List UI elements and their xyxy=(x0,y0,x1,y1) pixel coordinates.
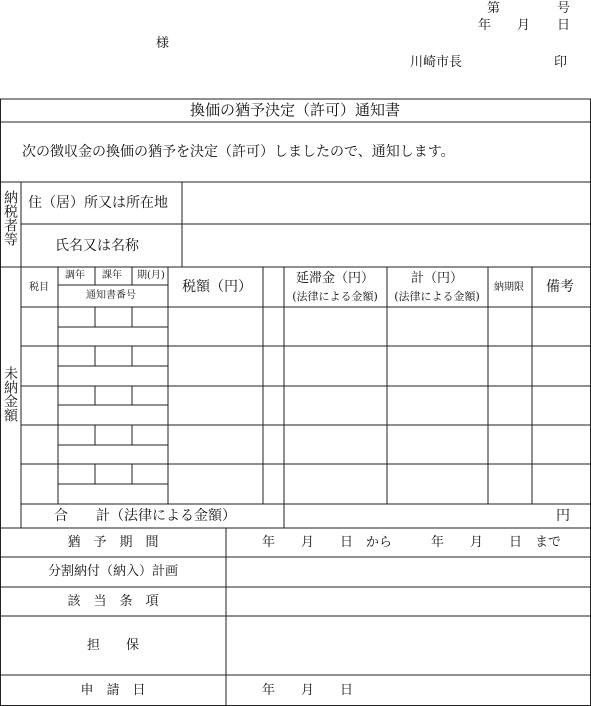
yuyo-kikan-label: 猶 予 期 間 xyxy=(67,535,159,550)
name-label: 氏名又は名称 xyxy=(55,238,139,254)
col-entaikin: 延滞金（円） xyxy=(295,271,375,286)
tanpo-label: 担 保 xyxy=(86,638,140,653)
header-go: 号 xyxy=(557,1,571,16)
form-title: 換価の猶予決定（許可）通知書 xyxy=(189,101,401,119)
col-zeigaku: 税額（円） xyxy=(182,279,252,295)
gaito-label: 該 当 条 項 xyxy=(67,594,159,609)
col-nokigen: 納期限 xyxy=(494,282,524,293)
col-chonen: 調年 xyxy=(65,270,85,281)
header-hi: 日 xyxy=(557,18,571,33)
taxpayer-label: 納税者等 xyxy=(2,190,18,246)
issuer-name: 川崎市長 xyxy=(410,55,463,70)
shinsei-value: 年 月 日 xyxy=(262,683,354,698)
col-biko: 備考 xyxy=(546,279,574,295)
address-label: 住（居）所又は所在地 xyxy=(28,195,168,211)
shinsei-label: 申 請 日 xyxy=(80,683,146,698)
header-dai: 第 xyxy=(487,1,501,16)
recipient-sama: 様 xyxy=(156,36,170,51)
header-nen: 年 xyxy=(478,18,492,33)
total-unit: 円 xyxy=(556,508,570,524)
yuyo-kikan-value: 年 月 日 から 年 月 日 まで xyxy=(262,535,562,550)
unpaid-label: 未納金額 xyxy=(2,366,18,422)
col-tsuchisho: 通知書番号 xyxy=(86,290,136,301)
header-tsuki: 月 xyxy=(517,18,531,33)
col-kanen: 課年 xyxy=(102,270,122,281)
col-zeimoku: 税目 xyxy=(29,282,49,293)
total-label: 合 計（法律による金額） xyxy=(54,508,236,524)
col-kei: 計（円） xyxy=(410,271,464,286)
col-entaikin-sub: (法律による金額) xyxy=(292,290,378,303)
col-ki: 期(月) xyxy=(137,270,165,281)
col-kei-sub: (法律による金額) xyxy=(394,290,480,303)
seal-mark: 印 xyxy=(554,55,568,70)
form-intro: 次の徴収金の換価の猶予を決定（許可）しましたので、通知します。 xyxy=(22,144,455,160)
bunkatsu-label: 分割納付（納入）計画 xyxy=(47,564,179,579)
